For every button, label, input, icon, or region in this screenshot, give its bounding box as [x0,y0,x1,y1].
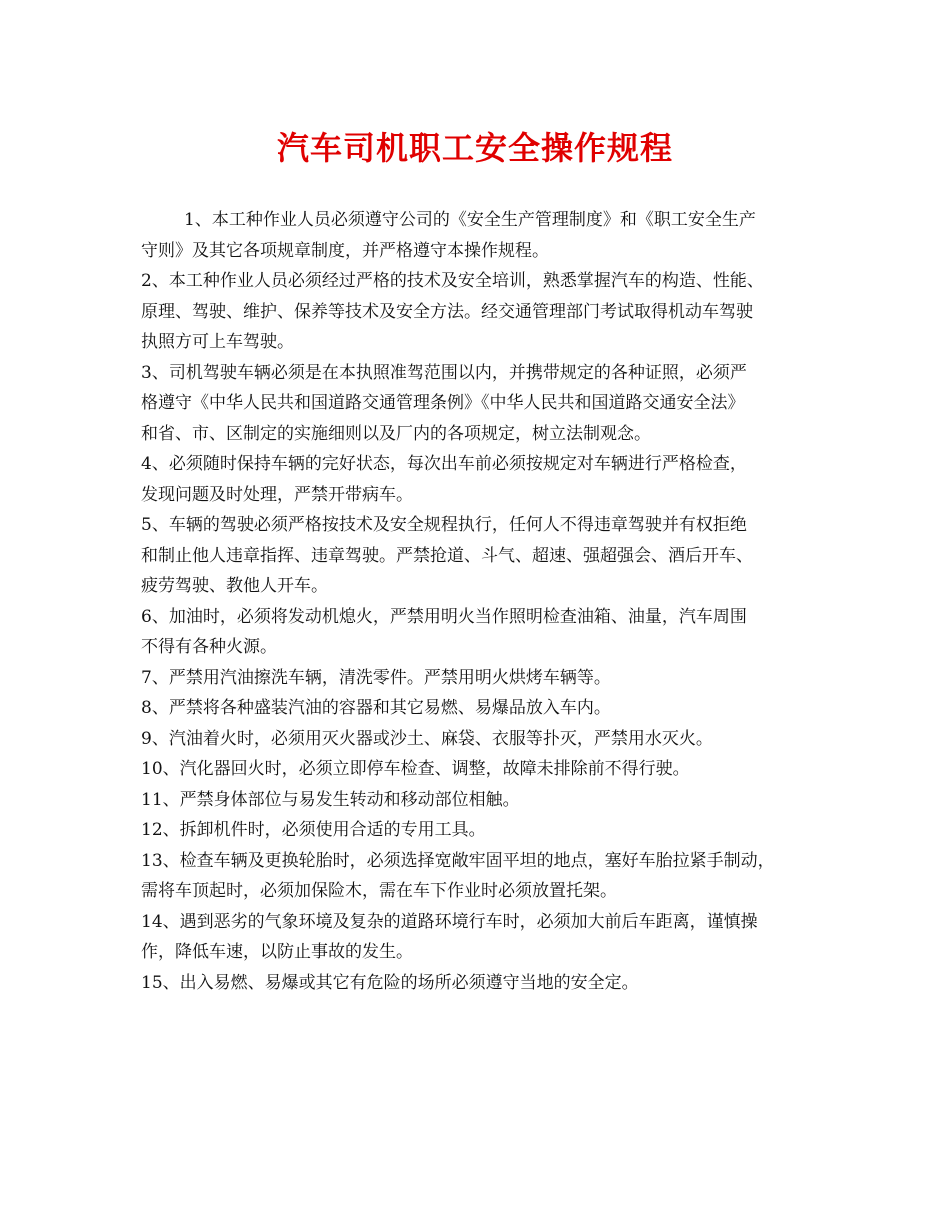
body-line: 12、拆卸机件时，必须使用合适的专用工具。 [141,820,486,840]
body-line: 8、严禁将各种盛装汽油的容器和其它易燃、易爆品放入车内。 [141,698,611,718]
body-line: 4、必须随时保持车辆的完好状态，每次出车前必须按规定对车辆进行严格检查， [141,454,747,474]
body-line: 和制止他人违章指挥、违章驾驶。严禁抢道、斗气、超速、强超强会、酒后开车、 [141,545,753,566]
body-line: 执照方可上车驾驶。 [141,332,294,352]
body-line: 守则》及其它各项规章制度，并严格遵守本操作规程。 [141,240,549,261]
body-line: 7、严禁用汽油擦洗车辆，清洗零件。严禁用明火烘烤车辆等。 [141,667,611,688]
body-line: 13、检查车辆及更换轮胎时，必须选择宽敞牢固平坦的地点，塞好车胎拉紧手制动， [141,850,775,871]
document-body [141,205,831,998]
body-line: 1、本工种作业人员必须遵守公司的《安全生产管理制度》和《职工安全生产 [184,210,756,230]
body-line: 6、加油时，必须将发动机熄火，严禁用明火当作照明检查油箱、油量，汽车周围 [141,606,747,627]
body-line: 原理、驾驶、维护、保养等技术及安全方法。经交通管理部门考试取得机动车驾驶 [141,301,753,322]
body-line: 9、汽油着火时，必须用灭火器或沙土、麻袋、衣服等扑灭，严禁用水灭火。 [141,728,713,749]
body-line: 3、司机驾驶车辆必须是在本执照准驾范围以内，并携带规定的各种证照，必须严 [141,362,747,383]
body-line: 发现问题及时处理，严禁开带病车。 [141,484,413,505]
body-line: 15、出入易燃、易爆或其它有危险的场所必须遵守当地的安全定。 [141,972,639,993]
body-line: 格遵守《中华人民共和国道路交通管理条例》《中华人民共和国道路交通安全法》 [141,393,745,413]
body-line: 11、严禁身体部位与易发生转动和移动部位相触。 [141,789,520,810]
body-line: 疲劳驾驶、教他人开车。 [141,576,328,596]
body-line: 需将车顶起时，必须加保险木，需在车下作业时必须放置托架。 [141,881,617,901]
document-title: 汽车司机职工安全操作规程 [276,129,673,167]
body-line: 作，降低车速，以防止事故的发生。 [141,942,413,962]
body-line: 和省、市、区制定的实施细则以及厂内的各项规定，树立法制观念。 [141,423,651,444]
body-line: 14、遇到恶劣的气象环境及复杂的道路环境行车时，必须加大前后车距离，谨慎操 [141,911,758,932]
body-line: 5、车辆的驾驶必须严格按技术及安全规程执行，任何人不得违章驾驶并有权拒绝 [141,515,747,535]
body-line: 2、本工种作业人员必须经过严格的技术及安全培训，熟悉掌握汽车的构造、性能、 [141,271,764,291]
body-line: 不得有各种火源。 [141,637,277,657]
body-line: 10、汽化器回火时，必须立即停车检查、调整，故障未排除前不得行驶。 [141,759,690,779]
